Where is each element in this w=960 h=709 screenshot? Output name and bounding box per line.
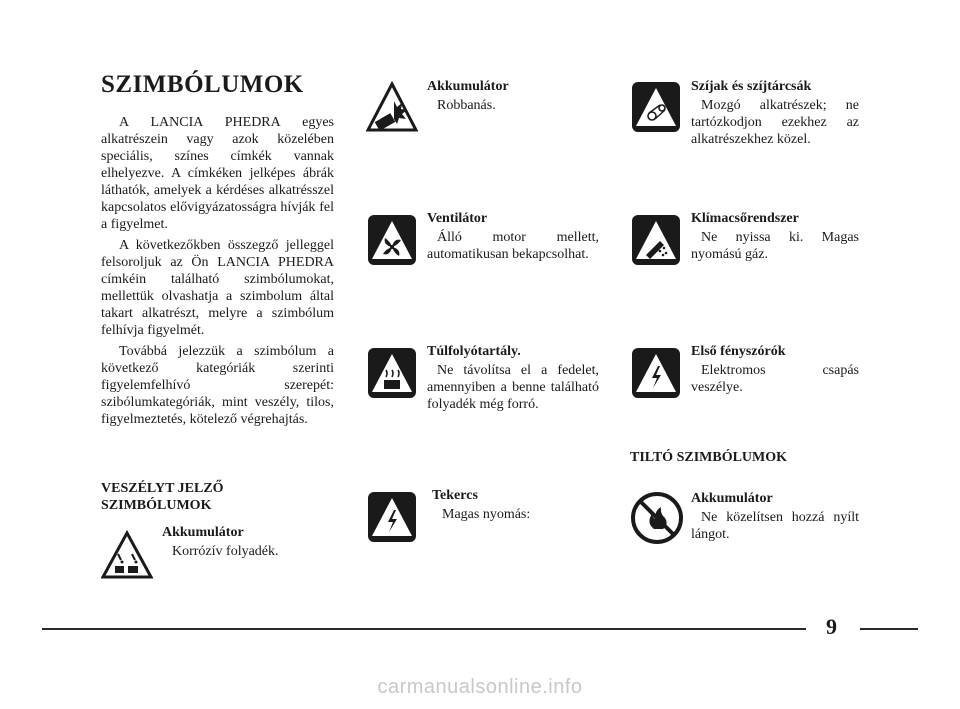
entry-overflow-tank xyxy=(427,343,599,413)
belt-pulley-warning-icon xyxy=(630,80,682,134)
corrosive-warning-icon xyxy=(101,530,153,580)
entry-text: Ne nyissa ki. Magas nyomású gáz. xyxy=(691,230,859,262)
high-voltage-warning-icon xyxy=(366,490,418,544)
intro-paragraph-2: A következőkben összegző jelleggel felsoroljuk az Ön LANCIA PHEDRA címkéin található szimbólumokat, mellettük olvashatja a szimbolum által takart alkatrészt, melyre a szimbólum felhívja figyelmét. xyxy=(101,238,334,338)
entry-text: Elektromos csapás veszélye. xyxy=(691,363,859,395)
entry-title: Szíjak és szíjtárcsák xyxy=(691,79,812,94)
entry-title: Akkumulátor xyxy=(162,525,244,540)
entry-title: Akkumulátor xyxy=(691,491,773,506)
entry-text: Robbanás. xyxy=(437,98,496,113)
footer-rule-right xyxy=(860,628,918,630)
danger-heading-line-1: VESZÉLYT JELZŐ xyxy=(101,481,224,496)
ac-gas-warning-icon xyxy=(630,213,682,267)
entry-text: Magas nyomás: xyxy=(442,507,531,522)
entry-title: Első fényszórók xyxy=(691,344,786,359)
electric-shock-warning-icon xyxy=(630,346,682,400)
danger-section-heading xyxy=(101,480,224,514)
intro-paragraph-3: Továbbá jelezzük a szimbólum a következő kategóriák szerinti figyelemfelhívó szerepét: szibólumkategóriák, mint veszély, tilos, figyelmeztetés, kötelező végrehajtás. xyxy=(101,344,334,427)
no-open-flame-icon xyxy=(630,491,684,545)
watermark: carmanualsonline.info xyxy=(377,676,583,698)
intro-text xyxy=(101,114,334,432)
intro-paragraph-1: A LANCIA PHEDRA egyes alkatrészein vagy azok közelében speciális, színes címkék vannak elhelyezve. A címkéken jelképes ábrák láthatók, amelyek a kérdéses alkatrésszel kapcsolatos elővigyázatosságra hívják fel a figyelmet. xyxy=(101,115,334,232)
entry-ac-system xyxy=(691,210,859,263)
entry-battery-corrosive xyxy=(162,524,337,560)
entry-text: Ne távolítsa el a fedelet, amennyiben a benne található folyadék még forró. xyxy=(427,363,599,412)
entry-belts-pulleys xyxy=(691,78,859,148)
danger-heading-line-2: SZIMBÓLUMOK xyxy=(101,498,212,513)
entry-title: Klímacsőrendszer xyxy=(691,211,799,226)
hot-liquid-warning-icon xyxy=(366,346,418,400)
prohibition-section-heading: TILTÓ SZIMBÓLUMOK xyxy=(630,450,788,465)
entry-text: Korrózív folyadék. xyxy=(172,544,279,559)
entry-text: Ne közelítsen hozzá nyílt lángot. xyxy=(691,510,859,542)
entry-battery-no-flame xyxy=(691,490,859,543)
entry-title: Ventilátor xyxy=(427,211,488,226)
entry-title: Tekercs xyxy=(432,488,478,503)
explosion-warning-icon xyxy=(366,81,418,133)
entry-text: Álló motor mellett, automatikusan bekapcsolhat. xyxy=(427,230,599,262)
entry-battery-explosion xyxy=(427,78,602,114)
footer-rule-left xyxy=(42,628,806,630)
entry-headlights xyxy=(691,343,859,396)
entry-title: Akkumulátor xyxy=(427,79,509,94)
page-title: SZIMBÓLUMOK xyxy=(101,71,304,98)
entry-fan xyxy=(427,210,599,263)
entry-title: Túlfolyótartály. xyxy=(427,344,521,359)
fan-warning-icon xyxy=(366,213,418,267)
entry-text: Mozgó alkatrészek; ne tartózkodjon ezekhez az alkatrészekhez közel. xyxy=(691,98,859,147)
page-number: 9 xyxy=(826,614,837,639)
entry-coil xyxy=(432,487,602,523)
